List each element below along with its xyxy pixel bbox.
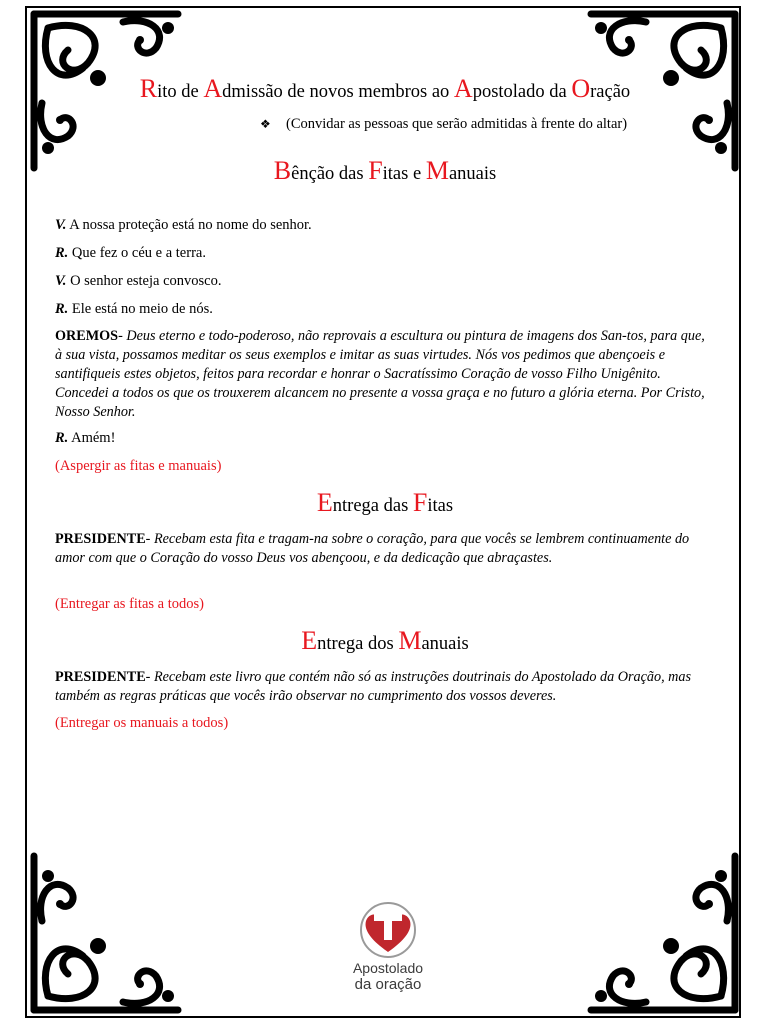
title-initial: A — [203, 74, 223, 103]
title-initial: R — [139, 74, 158, 103]
section-heading-bencao — [55, 156, 715, 186]
rubric-entregar-manuais: (Entregar os manuais a todos) — [55, 715, 229, 731]
presidente-paragraph-manuais — [55, 668, 715, 706]
response-tag: R. — [55, 301, 69, 317]
presidente-text: - Recebam este livro que contém não só as instruções doutrinais do Apostolado da Oração, mas também as regras práticas que vocês irão observar no cumprimento dos vossos deveres. — [55, 669, 692, 704]
ornament-corner-bottom-left — [28, 846, 188, 1016]
heading-text: anuais — [448, 164, 497, 184]
versicle-text: A nossa proteção está no nome do senhor. — [66, 217, 312, 233]
heading-text: ntrega das — [332, 496, 413, 516]
logo-line2: da oração — [354, 976, 422, 993]
response-line — [55, 301, 213, 318]
title-text: ito de — [157, 82, 204, 102]
versicle-tag: V. — [55, 273, 67, 289]
heading-initial: E — [301, 626, 318, 655]
response-tag: R. — [55, 430, 69, 446]
document-title — [55, 74, 715, 104]
title-initial: A — [453, 74, 473, 103]
response-line — [55, 245, 206, 262]
ornament-corner-bottom-right — [581, 846, 741, 1016]
heading-initial: F — [368, 156, 383, 185]
diamond-bullet-icon: ❖ — [260, 117, 271, 131]
rubric-aspergir: (Aspergir as fitas e manuais) — [55, 458, 222, 474]
intro-note — [260, 116, 627, 133]
apostolado-logo — [338, 900, 438, 1000]
section-heading-fitas — [55, 488, 715, 518]
section-heading-manuais — [55, 626, 715, 656]
heading-text: ntrega dos — [317, 634, 399, 654]
heading-text: anuais — [421, 634, 469, 654]
versicle-text: O senhor esteja convosco. — [66, 273, 222, 289]
title-text: postolado da — [472, 82, 572, 102]
heart-cross-icon — [338, 900, 438, 958]
heading-text: ênção das — [291, 164, 369, 184]
heading-text: itas e — [382, 164, 426, 184]
prayer-text: - Deus eterno e todo-poderoso, não reprovais a escultura ou pintura de imagens dos San-tos, para que, à sua vista, possamos meditar os seus exemplos e imitar as suas virtudes. Nós vos pedimos que abençoeis e santifiqueis estes objetos, feitos para recordar e honrar o Sacratíssimo Coração de vosso Filho Unigênito. Concedei a todos os que os trouxerem alcancem no presente a vossa graça e no futuro a glória eterna. Por Cristo, Nosso Senhor. — [55, 328, 705, 420]
title-text: ração — [590, 82, 631, 102]
presidente-text: - Recebam esta fita e tragam-na sobre o coração, para que vocês se lembrem continuamente do amor com que o Coração do vosso Deus vos abençoou, e da dedicação que abraçastes. — [55, 531, 690, 566]
response-text: Ele está no meio de nós. — [68, 301, 213, 317]
response-tag: R. — [55, 245, 69, 261]
heading-text: itas — [427, 496, 454, 516]
presidente-lead: PRESIDENTE — [55, 669, 146, 685]
presidente-paragraph-fitas — [55, 530, 715, 568]
heading-initial: E — [316, 488, 333, 517]
prayer-paragraph — [55, 327, 715, 422]
heading-initial: B — [273, 156, 292, 185]
heading-initial: M — [425, 156, 449, 185]
response-text: Que fez o céu e a terra. — [68, 245, 206, 261]
amen-text: Amém! — [68, 430, 116, 446]
versicle-line — [55, 273, 221, 290]
heading-initial: M — [398, 626, 422, 655]
prayer-lead: OREMOS — [55, 328, 119, 344]
versicle-tag: V. — [55, 217, 67, 233]
title-initial: O — [571, 74, 591, 103]
versicle-line — [55, 217, 312, 234]
amen-line — [55, 430, 115, 447]
rubric-entregar-fitas: (Entregar as fitas a todos) — [55, 596, 204, 612]
title-text: dmissão de novos membros ao — [222, 82, 454, 102]
presidente-lead: PRESIDENTE — [55, 531, 146, 547]
logo-line1: Apostolado — [352, 960, 424, 976]
heading-initial: F — [412, 488, 428, 517]
intro-note-text: (Convidar as pessoas que serão admitidas à frente do altar) — [286, 116, 628, 132]
